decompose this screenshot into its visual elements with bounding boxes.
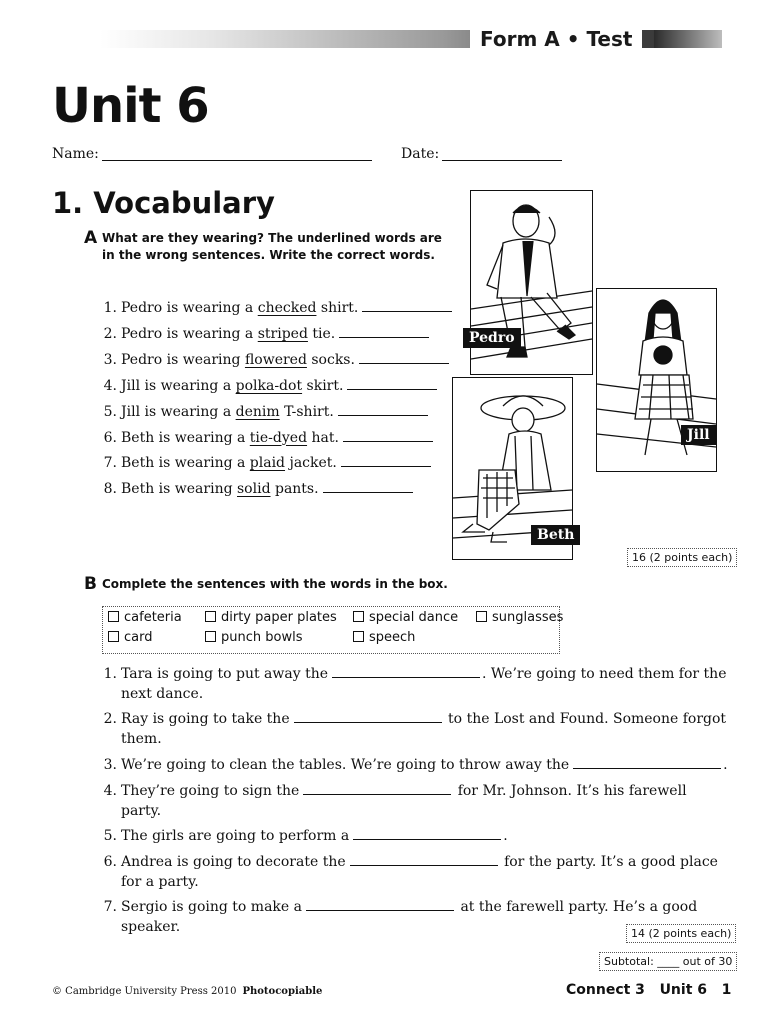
item-number: 5.: [103, 403, 117, 420]
item-text-a: Sergio is going to make a: [121, 899, 302, 915]
answer-blank[interactable]: [323, 491, 413, 493]
part-a-letter: A: [84, 228, 98, 248]
answer-blank[interactable]: [332, 676, 480, 678]
part-a-item: [97, 481, 413, 497]
part-b-item: [97, 709, 727, 749]
answer-blank[interactable]: [341, 465, 431, 467]
pedro-name-tag: Pedro: [463, 328, 521, 348]
item-text-a: Tara is going to put away the: [121, 666, 329, 682]
footer-page-info: [566, 982, 731, 998]
item-text-pre: Jill is wearing a: [121, 403, 236, 420]
checkbox-icon[interactable]: [353, 631, 364, 642]
item-text-b: to the Lost and Found. Someone forgot: [443, 711, 727, 727]
word-box-item: sunglasses: [476, 610, 563, 625]
item-text-pre: Pedro is wearing: [121, 351, 245, 368]
part-b-item: [97, 852, 717, 892]
item-text-post: tie.: [307, 325, 336, 342]
footer-page-number: 1: [721, 982, 732, 998]
item-text-a: The girls are going to perform a: [121, 828, 350, 844]
part-a-score: 16 (2 points each): [627, 548, 737, 567]
item-text-pre: Pedro is wearing a: [121, 325, 258, 342]
word-box-item: cafeteria: [108, 610, 182, 625]
beth-name-tag: Beth: [531, 525, 580, 545]
part-a-item: [97, 455, 431, 471]
checkbox-icon[interactable]: [476, 611, 487, 622]
subtotal-suffix: out of 30: [682, 955, 733, 968]
answer-blank[interactable]: [350, 864, 498, 866]
item-number: 7.: [103, 899, 117, 915]
item-text-post: socks.: [306, 351, 355, 368]
checkbox-icon[interactable]: [108, 631, 119, 642]
item-number: 2.: [103, 711, 117, 727]
footer-copyright: [52, 986, 322, 997]
name-label: Name:: [52, 146, 99, 162]
item-text-b: for the party. It’s a good place: [499, 854, 718, 870]
part-b-letter: B: [84, 574, 97, 594]
item-number: 3.: [103, 757, 117, 773]
header-label: Form A • Test: [470, 26, 642, 52]
date-field[interactable]: [442, 160, 562, 161]
unit-title: Unit 6: [52, 78, 209, 134]
item-text-b: .: [503, 828, 508, 844]
item-text-c: speaker.: [121, 919, 181, 935]
item-number: 1.: [103, 300, 117, 316]
part-a-item: [97, 430, 433, 446]
part-b-item: [97, 897, 717, 937]
item-text-post: hat.: [307, 429, 339, 446]
item-number: 5.: [103, 828, 117, 844]
word-box-item: punch bowls: [205, 630, 302, 645]
item-text-a: Ray is going to take the: [121, 711, 290, 727]
item-text-c: them.: [121, 731, 162, 747]
item-text-pre: Jill is wearing a: [121, 377, 236, 394]
answer-blank[interactable]: [338, 414, 428, 416]
answer-blank[interactable]: [306, 909, 454, 911]
item-number: 6.: [103, 854, 117, 870]
checkbox-icon[interactable]: [353, 611, 364, 622]
item-number: 4.: [103, 377, 117, 394]
section-title: 1. Vocabulary: [52, 186, 275, 220]
underlined-word: flowered: [244, 351, 307, 368]
item-text-c: party.: [121, 803, 162, 819]
item-text-c: next dance.: [121, 686, 204, 702]
part-a-item: [97, 300, 452, 316]
checkbox-icon[interactable]: [205, 611, 216, 622]
word-box-item: dirty paper plates: [205, 610, 337, 625]
item-text-b: .: [723, 757, 728, 773]
item-text-post: pants.: [270, 481, 319, 498]
word-box-item: speech: [353, 630, 415, 645]
answer-blank[interactable]: [359, 362, 449, 364]
item-number: 6.: [103, 429, 117, 446]
underlined-word: polka-dot: [235, 377, 303, 394]
item-number: 3.: [103, 351, 117, 368]
part-b-item: [97, 664, 727, 704]
part-b-item: [97, 826, 717, 846]
item-text-b: at the farewell party. He’s a good: [456, 899, 698, 915]
item-text-c: for a party.: [121, 874, 199, 890]
item-text-pre: Beth is wearing a: [121, 429, 250, 446]
underlined-word: tie-dyed: [249, 429, 308, 446]
item-number: 2.: [103, 325, 117, 342]
item-number: 4.: [103, 783, 117, 799]
part-a-item: [97, 404, 428, 420]
item-text-post: jacket.: [285, 455, 337, 472]
underlined-word: striped: [257, 325, 308, 342]
part-a-item: [97, 378, 437, 394]
date-label: Date:: [401, 146, 440, 162]
checkbox-icon[interactable]: [205, 631, 216, 642]
answer-blank[interactable]: [353, 838, 501, 840]
part-a-instruction: What are they wearing? The underlined words are in the wrong sentences. Write the correct words.: [102, 231, 442, 262]
answer-blank[interactable]: [339, 336, 429, 338]
part-b-item: [97, 781, 717, 821]
item-text-post: skirt.: [302, 377, 344, 394]
part-a-item: [97, 352, 449, 368]
footer-unit: Unit 6: [659, 982, 708, 998]
answer-blank[interactable]: [347, 388, 437, 390]
subtotal-box: [599, 952, 737, 971]
part-b-item: [97, 755, 728, 775]
item-number: 7.: [103, 455, 117, 472]
item-text-b: . We’re going to need them for the: [482, 666, 727, 682]
part-a-item: [97, 326, 429, 342]
part-b-instruction: Complete the sentences with the words in the box.: [102, 577, 448, 591]
name-field[interactable]: [102, 160, 372, 161]
footer-book: Connect 3: [566, 982, 645, 998]
item-text-post: T-shirt.: [279, 403, 334, 420]
item-text-b: for Mr. Johnson. It’s his farewell: [453, 783, 687, 799]
item-text-a: They’re going to sign the: [121, 783, 300, 799]
item-text-pre: Beth is wearing: [121, 481, 237, 498]
answer-blank[interactable]: [303, 793, 451, 795]
word-box-item: card: [108, 630, 152, 645]
underlined-word: solid: [237, 481, 271, 498]
item-text-a: Andrea is going to decorate the: [121, 854, 346, 870]
item-text-pre: Beth is wearing a: [121, 455, 250, 472]
photocopiable-text: Photocopiable: [242, 986, 323, 997]
item-text-a: We’re going to clean the tables. We’re going to throw away the: [121, 757, 570, 773]
item-text-pre: Pedro is wearing a: [121, 300, 258, 316]
answer-blank[interactable]: [573, 767, 721, 769]
subtotal-label: Subtotal:: [604, 955, 654, 968]
underlined-word: plaid: [249, 455, 286, 472]
subtotal-blank[interactable]: ____: [657, 955, 680, 968]
word-box-item: special dance: [353, 610, 458, 625]
item-number: 1.: [103, 666, 117, 682]
underlined-word: denim: [235, 403, 280, 420]
answer-blank[interactable]: [362, 310, 452, 312]
checkbox-icon[interactable]: [108, 611, 119, 622]
copyright-text: © Cambridge University Press 2010: [52, 986, 237, 997]
underlined-word: checked: [257, 300, 317, 316]
item-text-post: shirt.: [316, 300, 359, 316]
part-b-score: 14 (2 points each): [626, 924, 736, 943]
answer-blank[interactable]: [343, 440, 433, 442]
item-number: 8.: [103, 481, 117, 498]
jill-name-tag: Jill: [681, 425, 716, 445]
header-band-end: [654, 30, 722, 48]
answer-blank[interactable]: [294, 721, 442, 723]
